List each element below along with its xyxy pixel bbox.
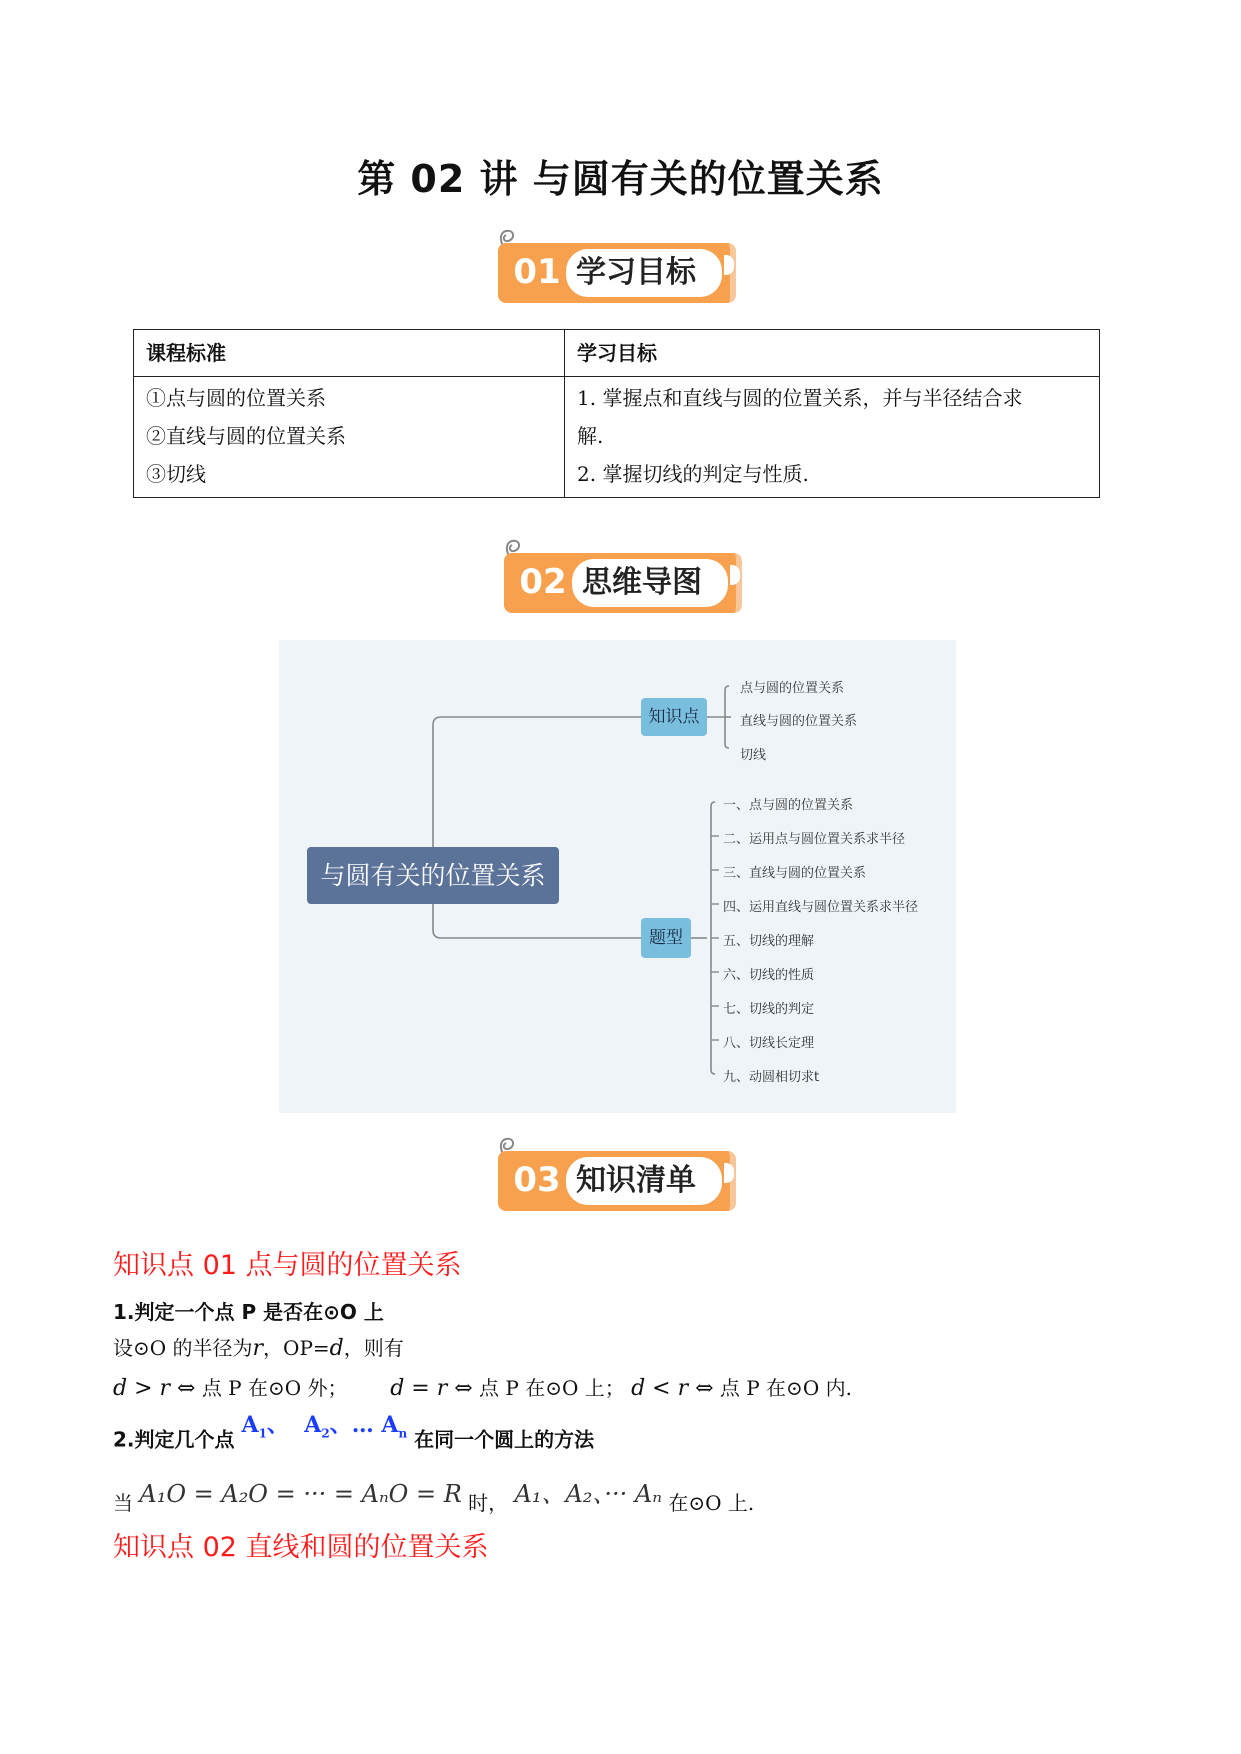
section-banner-03 <box>494 1133 754 1211</box>
mind-map-leaf: 直线与圆的位置关系 <box>740 714 858 729</box>
condition-on: d = r ⇔ <box>390 1376 473 1401</box>
text: 、… A <box>329 1412 399 1438</box>
text: 、 <box>266 1412 289 1438</box>
condition-inside: d < r ⇔ <box>631 1376 714 1401</box>
mind-map <box>279 640 956 1113</box>
banner-label: 知识清单 <box>566 1157 722 1205</box>
item-1-definition <box>113 1332 404 1361</box>
banner-label: 思维导图 <box>572 559 728 607</box>
course-standard-cell <box>134 377 565 498</box>
mind-map-leaf: 切线 <box>740 748 767 763</box>
text: 时， <box>468 1491 509 1515</box>
item-2-heading <box>113 1412 595 1452</box>
text: A <box>241 1412 259 1438</box>
points-a1-to-an <box>241 1412 408 1441</box>
banner-number: 01 <box>513 252 561 292</box>
section-banner-02 <box>500 535 760 613</box>
standard-item: ②直线与圆的位置关系 <box>146 424 346 448</box>
knowledge-point-01-heading: 知识点 01 点与圆的位置关系 <box>113 1250 462 1281</box>
table-row <box>134 377 1100 498</box>
mind-map-leaf: 四、运用直线与圆位置关系求半径 <box>723 900 919 915</box>
text: 2 <box>321 1426 330 1441</box>
mind-map-branch-question-types: 题型 <box>641 918 691 958</box>
text: 2.判定几个点 <box>113 1427 235 1452</box>
goal-item: 1. 掌握点和直线与圆的位置关系，并与半径结合求 <box>577 386 1023 410</box>
learning-goal-cell <box>565 377 1100 498</box>
item-1-heading: 1.判定一个点 P 是否在⊙O 上 <box>113 1300 384 1324</box>
points-list: A₁、A₂、··· Aₙ <box>514 1480 662 1508</box>
mind-map-leaf: 五、切线的理解 <box>723 934 815 949</box>
mind-map-leaf: 一、点与圆的位置关系 <box>723 798 854 813</box>
text: ，则有 <box>343 1336 404 1360</box>
mind-map-leaf: 九、动圆相切求t <box>723 1070 820 1085</box>
table-header-goals: 学习目标 <box>565 330 1100 377</box>
text: ，OP= <box>263 1336 330 1360</box>
standard-item: ③切线 <box>146 462 206 486</box>
table-header-row <box>134 330 1100 377</box>
learning-goals-table <box>133 329 1100 498</box>
text: 点 P 在⊙O 上； <box>479 1376 625 1400</box>
text: 在同一个圆上的方法 <box>414 1427 595 1452</box>
knowledge-point-02-heading: 知识点 02 直线和圆的位置关系 <box>113 1532 489 1563</box>
text: 在⊙O 上. <box>668 1491 755 1515</box>
text: 点 P 在⊙O 外； <box>201 1376 348 1400</box>
text: 当 <box>113 1491 133 1515</box>
page-title: 第 02 讲 与圆有关的位置关系 <box>357 157 884 201</box>
mind-map-leaf: 六、切线的性质 <box>723 968 815 983</box>
condition-outside: d > r ⇔ <box>113 1376 196 1401</box>
mind-map-branch-knowledge: 知识点 <box>641 698 707 736</box>
banner-label: 学习目标 <box>566 249 722 297</box>
banner-number: 03 <box>513 1160 561 1200</box>
text: n <box>398 1426 408 1441</box>
standard-item: ①点与圆的位置关系 <box>146 386 326 410</box>
equal-distance-formula: A₁O = A₂O = ··· = AₙO = R <box>139 1480 462 1508</box>
section-banner-01 <box>494 225 754 303</box>
mind-map-root-node: 与圆有关的位置关系 <box>307 847 559 904</box>
mind-map-leaf: 三、直线与圆的位置关系 <box>723 866 867 881</box>
mind-map-leaf: 八、切线长定理 <box>723 1036 815 1051</box>
item-1-conditions <box>113 1372 852 1401</box>
mind-map-leaf: 七、切线的判定 <box>723 1002 815 1017</box>
item-2-condition <box>113 1474 755 1515</box>
radius-symbol: r <box>252 1336 264 1361</box>
mind-map-leaf: 二、运用点与圆位置关系求半径 <box>723 832 906 847</box>
text: 设⊙O 的半径为 <box>113 1336 253 1360</box>
text: A <box>304 1412 322 1438</box>
table-header-standard: 课程标准 <box>134 330 565 377</box>
banner-number: 02 <box>519 562 567 602</box>
distance-symbol: d <box>329 1336 344 1361</box>
text: 1 <box>258 1426 267 1441</box>
mind-map-leaf: 点与圆的位置关系 <box>740 681 845 696</box>
goal-item: 解. <box>577 424 604 448</box>
text: 点 P 在⊙O 内. <box>719 1376 852 1400</box>
goal-item: 2. 掌握切线的判定与性质. <box>577 462 809 486</box>
